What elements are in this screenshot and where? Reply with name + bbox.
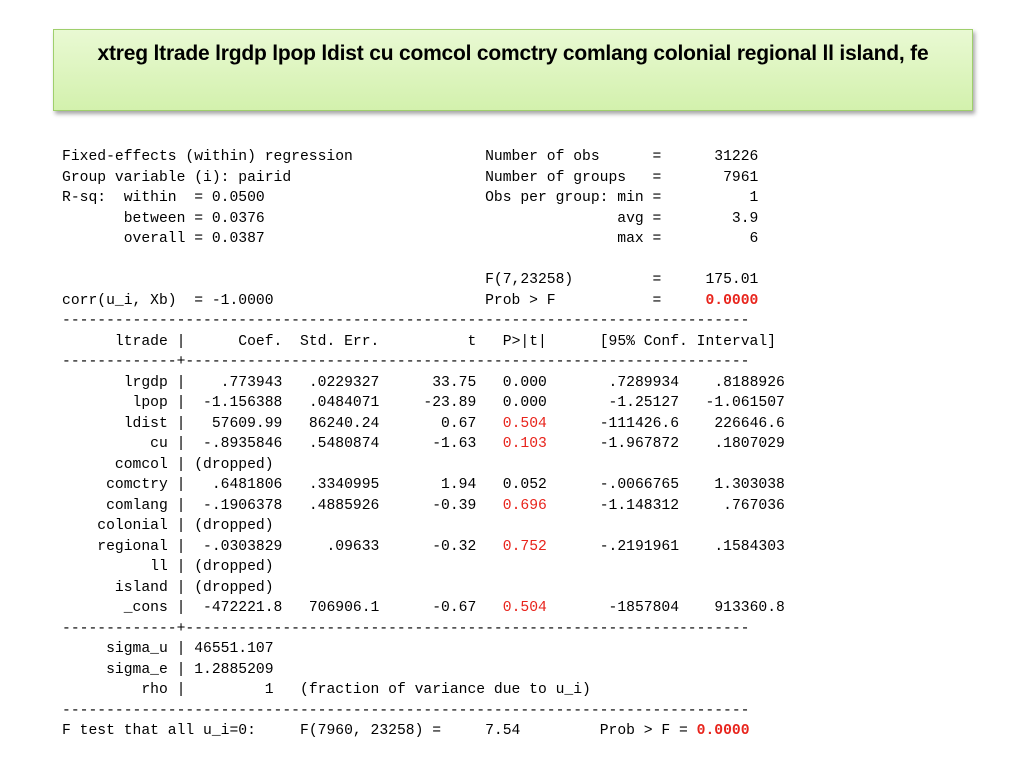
table-row: lpop | -1.156388 .0484071 -23.89 0.000 -1.25127 -1.061507 [62,395,785,411]
header-left: between = 0.0376 [62,210,486,227]
header-line: R-sq: within = 0.0500 Obs per group: min = 1 [62,190,759,206]
row-var: colonial [62,518,168,534]
col-coef: Coef. [194,333,283,350]
row-ci-low: -.2191961 [546,538,680,555]
row-var: island [62,579,168,596]
row-p: 0.504 [502,415,547,432]
sigma-row: sigma_u | 46551.107 [62,641,274,657]
table-header: ltrade | Coef. Std. Err. t P>|t| [95% Conf. Interval] [62,333,776,350]
header-label: Number of groups [485,169,644,186]
row-t: -0.67 [379,600,477,616]
header-label: F(7,23258) [485,272,644,288]
row-t: -1.63 [379,436,477,452]
sigma-row: sigma_e | 1.2885209 [62,661,274,678]
table-row: lrgdp | .773943 .0229327 33.75 0.000 .7289934 .8188926 [62,374,785,391]
header-value: 175.01 [670,272,759,288]
header-left [62,272,485,288]
row-var: comlang [62,497,168,514]
row-t: 33.75 [379,374,477,391]
header-left: overall = 0.0387 [62,231,486,247]
row-t: 0.67 [379,415,477,432]
row-var: ldist [62,415,168,432]
row-ci-low: -1857804 [546,600,680,616]
row-ci-high: .1807029 [679,436,785,452]
header-label: Number of obs [485,149,644,165]
row-se: .0229327 [282,374,380,391]
sigma-row: rho | 1 (fraction of variance due to u_i) [62,682,591,698]
table-row: _cons | -472221.8 706906.1 -0.67 0.504 -1857804 913360.8 [62,600,785,616]
row-ci-low: -1.148312 [546,497,680,514]
row-var: ll [62,559,168,575]
row-ci-high: 1.303038 [679,477,785,493]
dropped-note: (dropped) [194,456,274,473]
col-t: t [379,333,477,350]
header-left: Fixed-effects (within) regression [62,149,486,165]
sigma-var: rho [62,682,168,698]
sigma-note: (fraction of variance due to u_i) [300,682,591,698]
row-coef: 57609.99 [194,415,283,432]
sigma-value: 1.2885209 [194,661,274,678]
row-var: comctry [62,477,168,493]
header-value: 0.0000 [670,292,759,309]
header-label: Obs per group: min [485,190,644,206]
row-ci-low: .7289934 [546,374,680,391]
row-coef: -.1906378 [194,497,283,514]
row-se: 86240.24 [282,415,380,432]
f-test-prob-label: Prob > F = [599,723,688,739]
row-p: 0.103 [502,436,547,452]
row-ci-high: 913360.8 [679,600,785,616]
table-row: cu | -.8935846 .5480874 -1.63 0.103 -1.967872 .1807029 [62,436,785,452]
row-coef: -.8935846 [194,436,283,452]
row-t: -0.32 [379,538,477,555]
header-value: 1 [670,190,759,206]
row-coef: .773943 [194,374,283,391]
row-p: 0.696 [502,497,547,514]
row-se: .4885926 [282,497,380,514]
row-var: lpop [62,395,168,411]
col-p: P>|t| [476,333,547,350]
separator-line: ------------------------------------------------------------------------------ [62,313,750,329]
row-coef: .6481806 [194,477,283,493]
sigma-var: sigma_e [62,661,168,678]
f-test-prob: 0.0000 [696,723,750,739]
row-t: 1.94 [379,477,477,493]
col-se: Std. Err. [282,333,380,350]
row-ci-high: -1.061507 [679,395,785,411]
row-var: comcol [62,456,168,473]
header-label: Prob > F [485,292,644,309]
row-se: .3340995 [282,477,380,493]
header-value: 6 [670,231,759,247]
header-value: 7961 [670,169,759,186]
dropped-note: (dropped) [194,579,274,596]
slide-title: xtreg ltrade lrgdp lpop ldist cu comcol comctry comlang colonial regional ll island, fe [97,42,929,65]
row-p: 0.000 [502,395,547,411]
row-se: .09633 [282,538,380,555]
dropped-note: (dropped) [194,559,274,575]
sigma-var: sigma_u [62,641,168,657]
header-line [62,250,785,271]
row-ci-high: .8188926 [679,374,785,391]
sigma-value: 46551.107 [194,641,274,657]
sigma-value: 1 [194,682,274,698]
table-row: comctry | .6481806 .3340995 1.94 0.052 -.0066765 1.303038 [62,477,785,493]
header-value: 31226 [670,149,759,165]
f-test-stat-label: F(7960, 23258) = [300,723,442,739]
row-se: .0484071 [282,395,380,411]
row-coef: -1.156388 [194,395,283,411]
row-var: cu [62,436,168,452]
table-row: comlang | -.1906378 .4885926 -0.39 0.696 -1.148312 .767036 [62,497,785,514]
table-row: ldist | 57609.99 86240.24 0.67 0.504 -111426.6 226646.6 [62,415,785,432]
header-left [62,252,485,268]
row-se: .5480874 [282,436,380,452]
row-p: 0.052 [502,477,547,493]
header-left: Group variable (i): pairid [62,169,486,186]
row-coef: -472221.8 [194,600,283,616]
row-p: 0.504 [502,600,547,616]
row-var: regional [62,538,168,555]
row-ci-low: -111426.6 [546,415,680,432]
header-label: max [485,231,644,247]
header-line: overall = 0.0387 max = 6 [62,231,759,247]
row-ci-high: .767036 [679,497,785,514]
row-p: 0.000 [502,374,547,391]
header-line: F(7,23258) = 175.01 [62,270,785,291]
row-t: -0.39 [379,497,477,514]
row-se: 706906.1 [282,600,380,616]
table-row: ll | (dropped) [62,559,274,575]
header-left: R-sq: within = 0.0500 [62,190,486,206]
regression-output [62,147,785,742]
table-row: regional | -.0303829 .09633 -0.32 0.752 -.2191961 .1584303 [62,538,785,555]
table-row: colonial | (dropped) [62,518,274,534]
col-ci: [95% Conf. Interval] [546,333,776,350]
separator-line: -------------+---------------------------------------------------------------- [62,620,750,637]
header-left: corr(u_i, Xb) = -1.0000 [62,292,486,309]
table-row: comcol | (dropped) [62,456,274,473]
row-ci-low: -1.25127 [546,395,680,411]
row-ci-high: 226646.6 [679,415,785,432]
header-line: Fixed-effects (within) regression Number of obs = 31226 [62,149,759,165]
header-line: corr(u_i, Xb) = -1.0000 Prob > F = 0.0000 [62,292,759,309]
row-p: 0.752 [502,538,547,555]
dep-var-label: ltrade [62,333,168,350]
separator-line: ------------------------------------------------------------------------------ [62,702,750,719]
header-value: 3.9 [670,210,759,227]
row-ci-high: .1584303 [679,538,785,555]
header-line: Group variable (i): pairid Number of groups = 7961 [62,169,759,186]
row-ci-low: -.0066765 [546,477,680,493]
row-var: _cons [62,600,168,616]
header-line: between = 0.0376 avg = 3.9 [62,210,759,227]
f-test-stat: 7.54 [441,723,521,739]
row-var: lrgdp [62,374,168,391]
separator-line: -------------+---------------------------------------------------------------- [62,354,750,370]
f-test-label: F test that all u_i=0: [62,723,256,739]
table-row: island | (dropped) [62,579,274,596]
f-test-line [62,721,785,742]
row-t: -23.89 [379,395,477,411]
row-ci-low: -1.967872 [546,436,680,452]
dropped-note: (dropped) [194,518,274,534]
header-label: avg [485,210,644,227]
title-box [53,29,973,111]
row-coef: -.0303829 [194,538,283,555]
